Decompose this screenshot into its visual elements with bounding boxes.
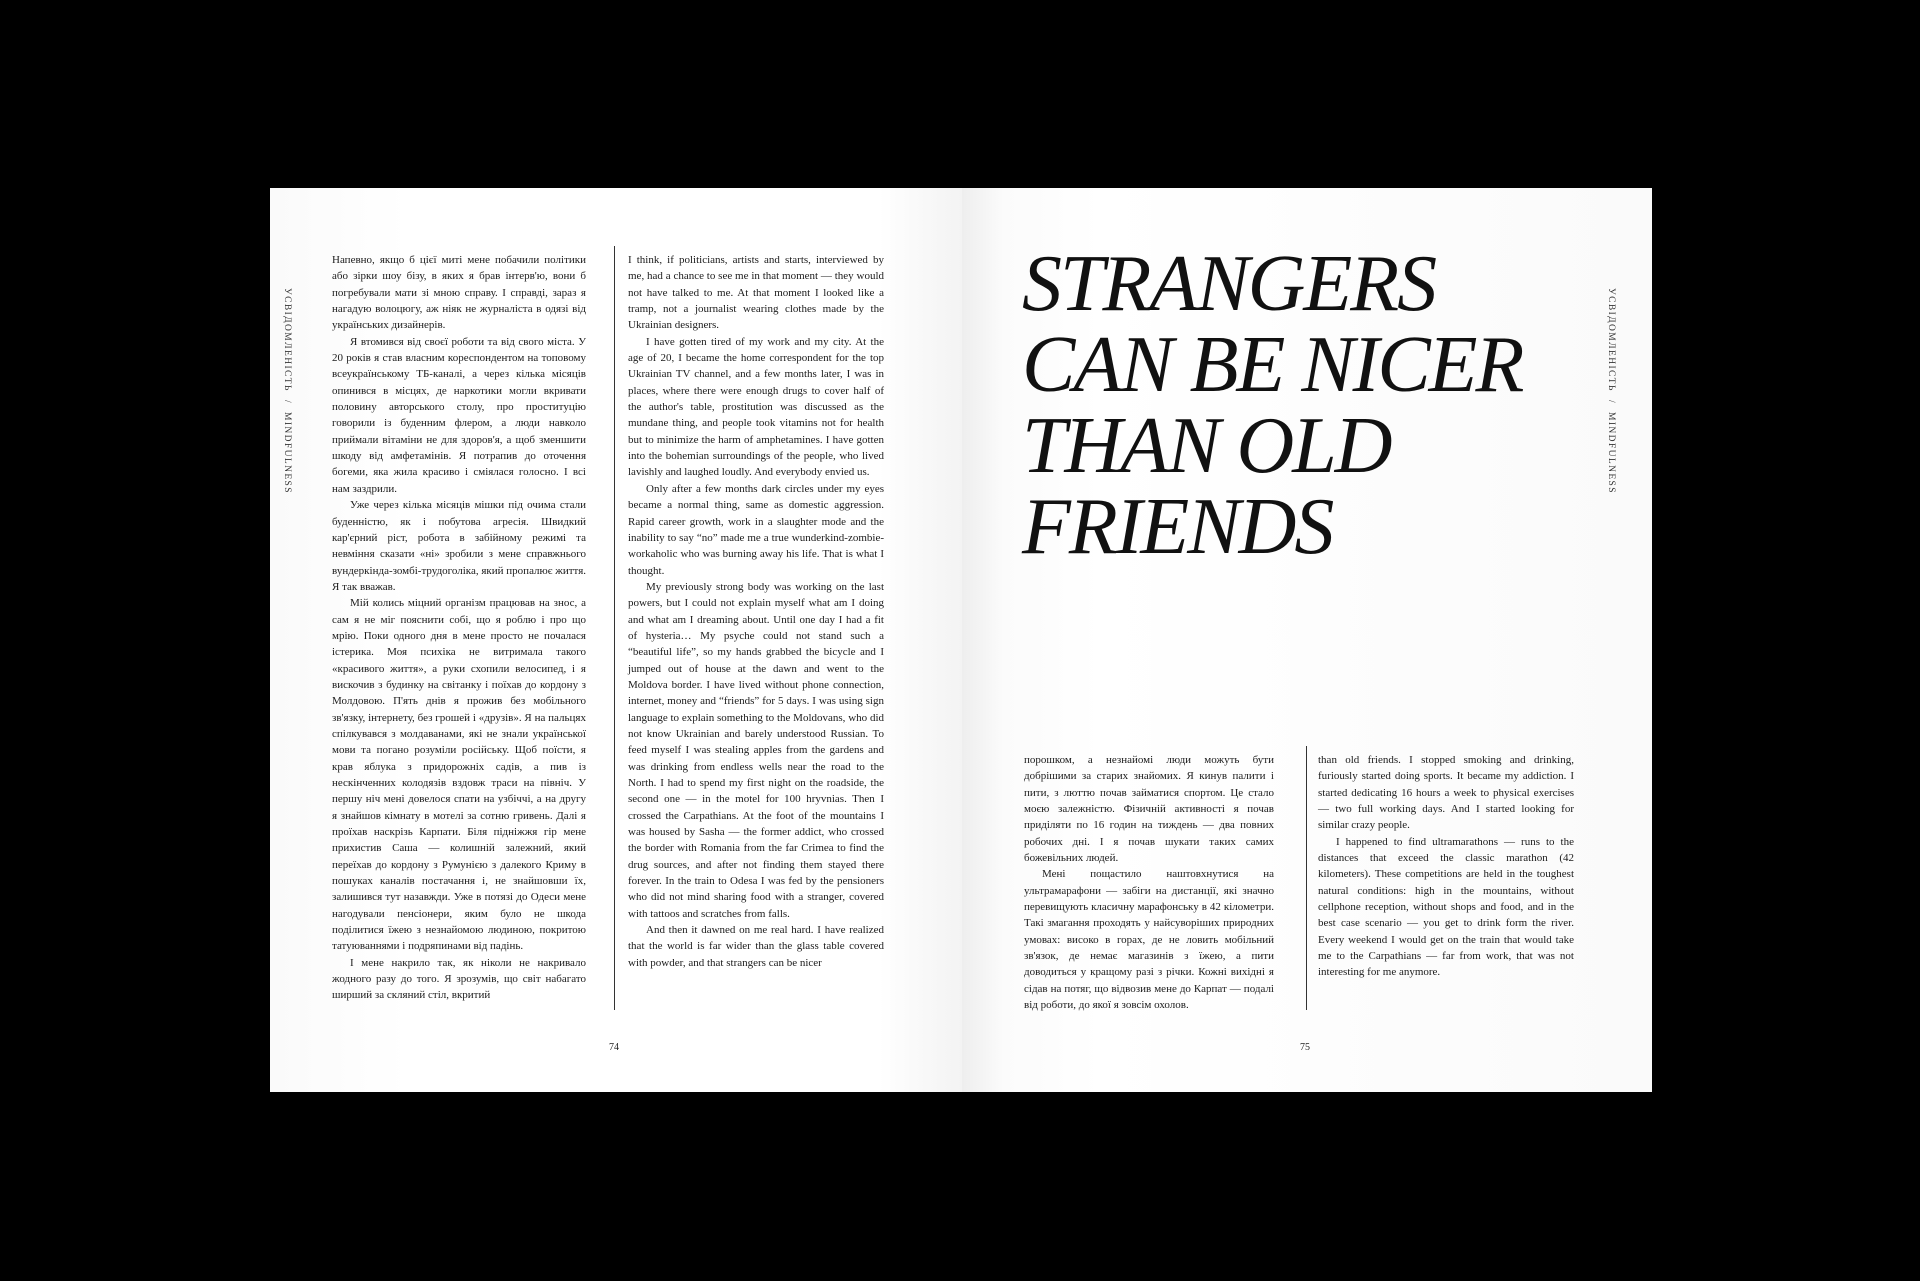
section-label: [278, 288, 296, 588]
section-label-ua: УСВІДОМЛЕНІСТЬ: [1606, 288, 1616, 392]
section-label-separator: /: [1606, 399, 1616, 404]
text-column-ukrainian: [1024, 752, 1274, 1014]
headline-line: CAN BE NICER: [1022, 321, 1523, 409]
paragraph: Only after a few months dark circles under my eyes became a normal thing, same as domestic aggression. Rapid career growth, work in a slaughter mode and the inability to say “no” made me a true wunderkind-zombie-workaholic who was burning away his life. That is what I thought.: [628, 482, 884, 577]
column-divider: [614, 246, 615, 1010]
paragraph: І мене накрило так, як ніколи не накривало жодного разу до того. Я зрозумів, що світ набагато ширший за скляний стіл, вкритий: [332, 956, 586, 1002]
paragraph: Мій колись міцний організм працював на знос, а сам я не міг пояснити собі, що я роблю і про що мрію. Поки одного дня в мене просто не почалася істерика. Моя психіка не витримала такого «красивого життя», а руки схопили велосипед, і я вискочив з будинку на світанку і поїхав до кордону з Молдовою. П'ять днів я прожив без мобільного зв'язку, інтернету, без грошей і «друзів». Я на пальцях спілкувався з молдаванами, які не знали української мови та погано розуміли російську. Щоб поїсти, я крав яблука з придорожніх садів, а пив із нескінченних колодязів вздовж траси на північ. У першу ніч мені довелося спати на узбіччі, а на другу я знайшов кімнату в мотелі за сотню гривень. Далі я проїхав наскрізь Карпати. Біля підніжжя гір мене прихистив Саша — колишній залежний, який переїхав до кордону з Румунією з далекого Криму в пошуках каналів постачання і, не знайшовши їх, залишився тут назавжди. Уже в потязі до Одеси мене нагодували пенсіонери, яким було не шкода поділитися їжею з незнайомою людиною, покритою татуюваннями і подряпинами від падінь.: [332, 597, 586, 953]
text-column-ukrainian: [332, 252, 586, 1004]
article-headline: [1022, 240, 1622, 571]
paragraph: My previously strong body was working on the last powers, but I could not explain myself what am I doing and what am I dreaming about. Until one day I had a fit of hysteria… My psyche could not stand such a “beautiful life”, so my hands grabbed the bicycle and I jumped out of house at the dawn and went to the Moldova border. I have lived without phone connection, internet, money and “friends” for 5 days. I was using sign language to explain something to the Moldovans, who did not know Ukrainian and barely understood Russian. To feed myself I was stealing apples from the gardens and was drinking from endless wells near the road to the North. I had to spend my first night on the roadside, the second one — in the motel for 100 hryvnias. Then I crossed the Carpathians. At the foot of the mountains I was housed by Sasha — the former addict, who crossed the border with Romania from the far Crimea to find the drug sources, and after not finding them stayed there forever. In the train to Odesa I was fed by the pensioners who did not mind sharing food with a stranger, covered with tattoos and scratches from falls.: [628, 580, 884, 920]
section-label: [1602, 288, 1620, 588]
section-label-en: MINDFULNESS: [282, 411, 292, 494]
paragraph: Напевно, якщо б цієї миті мене побачили політики або зірки шоу бізу, в яких я брав інтерв'ю, вони б погребували мати зі мною справу. І справді, зараз я нагадую волоцюгу, аж ніяк не журналіста в одязі від українських дизайнерів.: [332, 254, 586, 332]
page-number: 75: [1300, 1042, 1310, 1053]
paragraph: Я втомився від своєї роботи та від свого міста. У 20 років я став власним кореспондентом на топовому всеукраїнському ТБ-каналі, а через кілька місяців опинився в місцях, де наркотики могли вкривати половину авторського столу, про проституцію говорили із буденним флером, а люди навколо приймали вітаміни не для здоров'я, а щоб зменшити шкоду від амфетамінів. Я потрапив до оточення богеми, яка жила красиво і сміялася голосно. І всі нам заздрили.: [332, 335, 586, 495]
headline-line: FRIENDS: [1022, 483, 1333, 571]
text-column-english: [628, 252, 884, 971]
paragraph: Мені пощастило наштовхнутися на ультрамарафони — забіги на дистанції, які значно перевищують класичну марафонську в 42 кілометри. Такі змагання проходять у найсуворіших природних умовах: високо в горах, де не ловить мобільний зв'язок, де немає магазинів з їжею, а пити доводиться у кращому разі з річки. Кожні вихідні я сідав на потяг, що відвозив мене до Карпат — подалі від роботи, до якої я зовсім охолов.: [1024, 868, 1274, 1012]
headline-line: THAN OLD: [1022, 402, 1391, 490]
section-label-en: MINDFULNESS: [1606, 411, 1616, 494]
section-label-separator: /: [282, 399, 292, 404]
paragraph: порошком, а незнайомі люди можуть бути добрішими за старих знайомих. Я кинув палити і пити, з люттю почав займатися спортом. Це стало моєю залежністю. Фізичній активності я почав приділяти по 16 годин на тиждень — два повних робочих дні. І я почав шукати таких самих божевільних людей.: [1024, 754, 1274, 865]
paragraph: And then it dawned on me real hard. I have realized that the world is far wider than the glass table covered with powder, and that strangers can be nicer: [628, 924, 884, 969]
paragraph: than old friends. I stopped smoking and drinking, furiously started doing sports. It became my addiction. I started dedicating 16 hours a week to physical exercises — two full working days. And I started looking for similar crazy people.: [1318, 754, 1574, 832]
right-page: [962, 188, 1652, 1092]
paragraph: Уже через кілька місяців мішки під очима стали буденністю, як і побутова агресія. Швидкий кар'єрний ріст, робота в забійному режимі та невміння сказати «ні» зробили з мене справжнього вундеркінда-зомбі-трудоголіка, який пропалює життя. Я так вважав.: [332, 499, 586, 593]
page-number: 74: [609, 1042, 619, 1053]
paragraph: I happened to find ultramarathons — runs to the distances that exceed the classic marathon (42 kilometers). These competitions are held in the toughest natural conditions: high in the mountains, without cellphone reception, without shops and food, and in the best case scenario — you get to drink form the river. Every weekend I would get on the train that would take me to the Carpathians — far from work, that was not interesting for me anymore.: [1318, 835, 1574, 979]
headline-line: STRANGERS: [1022, 240, 1436, 328]
left-page: [270, 188, 962, 1092]
paragraph: I think, if politicians, artists and starts, interviewed by me, had a chance to see me in that moment — they would not have talked to me. At that moment I looked like a tramp, not a journalist wearing clothes made by the Ukrainian designers.: [628, 254, 884, 332]
section-label-ua: УСВІДОМЛЕНІСТЬ: [282, 288, 292, 392]
paragraph: I have gotten tired of my work and my city. At the age of 20, I became the home correspondent for the top Ukrainian TV channel, and a few months later, I was in places, where there were enough drugs to cover half of the author's table, prostitution was discussed as the mundane thing, and people took vitamins not for health but to minimize the harm of amphetamines. I have gotten into the bohemian surroundings of the people, who lived lavishly and laughed loudly. And everybody envied us.: [628, 335, 884, 479]
column-divider: [1306, 746, 1307, 1010]
text-column-english: [1318, 752, 1574, 981]
